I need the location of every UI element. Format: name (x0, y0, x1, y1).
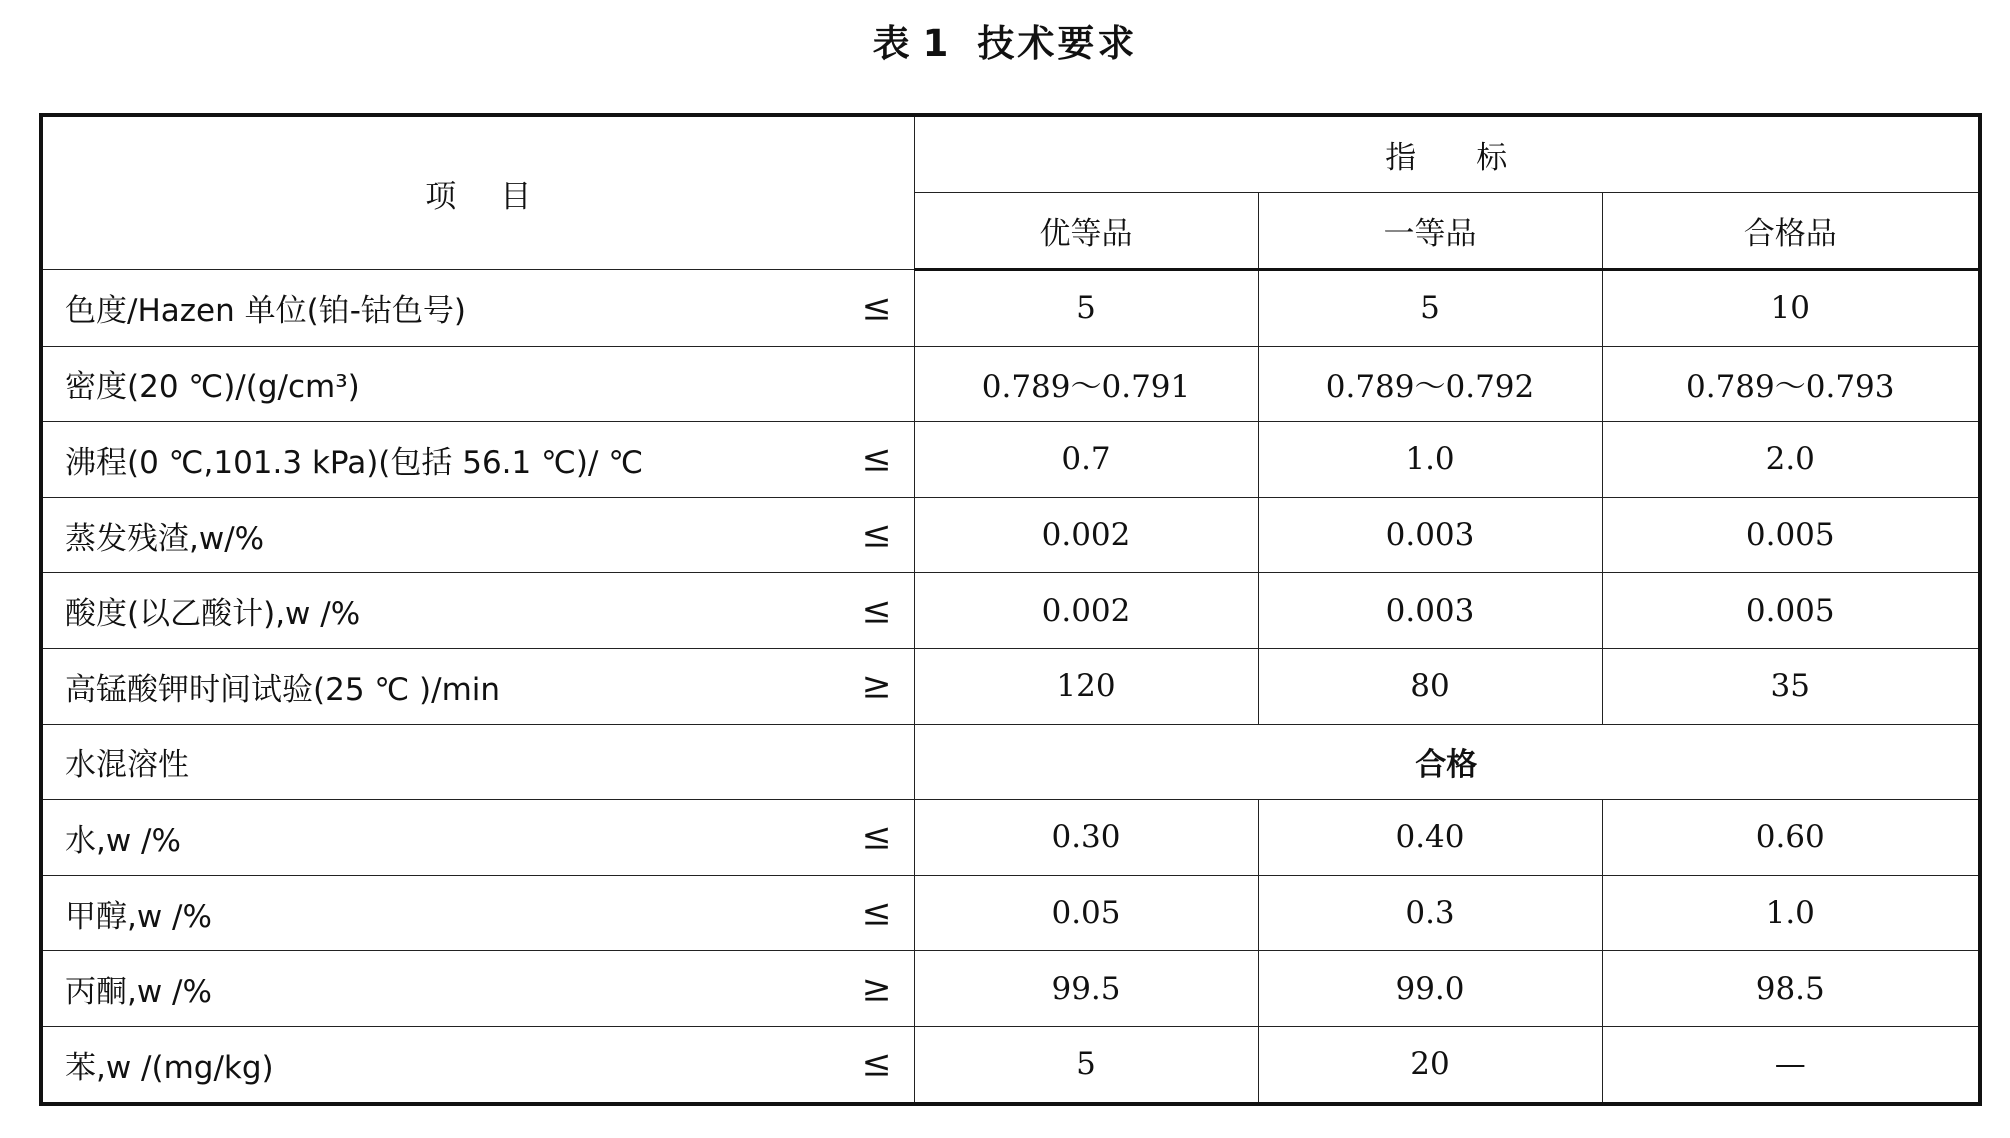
value-first: 0.789～0.792 (1258, 346, 1602, 422)
item-label: 丙酮,w /% (65, 974, 212, 1011)
table-row (41, 875, 1980, 951)
header-index: 指标 (914, 115, 1980, 193)
value-first: 99.0 (1258, 951, 1602, 1027)
table-title-text: 技术要求 (977, 22, 1138, 65)
value-qualified: 35 (1602, 648, 1980, 724)
item-label: 高锰酸钾时间试验(25 ℃ )/min (65, 671, 501, 708)
item-label: 酸度(以乙酸计),w /% (65, 596, 361, 633)
value-qualified: 0.789～0.793 (1602, 346, 1980, 422)
table-row (41, 346, 1980, 422)
value-first: 80 (1258, 648, 1602, 724)
table-body (41, 115, 1980, 1104)
header-grade-qualified: 合格品 (1602, 193, 1980, 270)
header-grade-first: 一等品 (1258, 193, 1602, 270)
item-label: 水混溶性 (65, 747, 189, 784)
value-premium: 5 (914, 1026, 1258, 1103)
item-cell (41, 573, 914, 649)
limit-symbol: ≤ (861, 892, 892, 934)
item-label: 密度(20 ℃)/(g/cm³) (65, 369, 360, 406)
value-qualified: 2.0 (1602, 422, 1980, 498)
limit-symbol: ≤ (861, 590, 892, 632)
item-cell (41, 648, 914, 724)
table-title-number: 1 (922, 22, 952, 65)
value-premium: 0.30 (914, 800, 1258, 876)
value-qualified: 0.005 (1602, 497, 1980, 573)
table-row (41, 270, 1980, 347)
limit-symbol: ≤ (861, 514, 892, 556)
technical-requirements-table (39, 113, 1982, 1106)
value-premium: 0.002 (914, 497, 1258, 573)
item-cell (41, 422, 914, 498)
limit-symbol: ≤ (861, 287, 892, 329)
value-qualified: 98.5 (1602, 951, 1980, 1027)
item-label: 蒸发残渣,w/% (65, 520, 265, 557)
header-row-top (41, 115, 1980, 193)
value-first: 0.003 (1258, 573, 1602, 649)
value-first: 20 (1258, 1026, 1602, 1103)
item-cell (41, 875, 914, 951)
value-first: 1.0 (1258, 422, 1602, 498)
item-cell (41, 270, 914, 347)
limit-symbol: ≥ (861, 665, 892, 707)
table-row (41, 1026, 1980, 1103)
table-title-prefix: 表 (872, 22, 913, 65)
item-cell (41, 951, 914, 1027)
table-row (41, 497, 1980, 573)
value-qualified: 0.60 (1602, 800, 1980, 876)
table-row (41, 573, 1980, 649)
item-label: 水,w /% (65, 822, 181, 859)
item-label: 色度/Hazen 单位(铂-钴色号) (65, 293, 466, 330)
header-grade-premium: 优等品 (914, 193, 1258, 270)
value-premium: 0.789～0.791 (914, 346, 1258, 422)
value-premium: 120 (914, 648, 1258, 724)
table-row (41, 800, 1980, 876)
value-first: 0.003 (1258, 497, 1602, 573)
limit-symbol: ≤ (861, 816, 892, 858)
value-premium: 0.002 (914, 573, 1258, 649)
value-first: 5 (1258, 270, 1602, 347)
value-qualified: 1.0 (1602, 875, 1980, 951)
value-qualified: 10 (1602, 270, 1980, 347)
item-cell (41, 724, 914, 800)
limit-symbol: ≥ (861, 968, 892, 1010)
value-premium: 99.5 (914, 951, 1258, 1027)
table-row (41, 951, 1980, 1027)
item-cell (41, 800, 914, 876)
value-qualified: — (1602, 1026, 1980, 1103)
value-premium: 0.05 (914, 875, 1258, 951)
item-label: 甲醇,w /% (65, 898, 212, 935)
table-row (41, 422, 1980, 498)
value-first: 0.3 (1258, 875, 1602, 951)
value-premium: 5 (914, 270, 1258, 347)
limit-symbol: ≤ (861, 438, 892, 480)
item-label: 沸程(0 ℃,101.3 kPa)(包括 56.1 ℃)/ ℃ (65, 444, 644, 481)
item-cell (41, 1026, 914, 1103)
table-row (41, 648, 1980, 724)
value-all-grades: 合格 (914, 724, 1980, 800)
header-item: 项目 (41, 115, 914, 270)
item-cell (41, 346, 914, 422)
value-qualified: 0.005 (1602, 573, 1980, 649)
table-title (0, 16, 2010, 72)
table-row (41, 724, 1980, 800)
value-premium: 0.7 (914, 422, 1258, 498)
limit-symbol: ≤ (861, 1043, 892, 1085)
item-label: 苯,w /(mg/kg) (65, 1049, 274, 1086)
item-cell (41, 497, 914, 573)
value-first: 0.40 (1258, 800, 1602, 876)
